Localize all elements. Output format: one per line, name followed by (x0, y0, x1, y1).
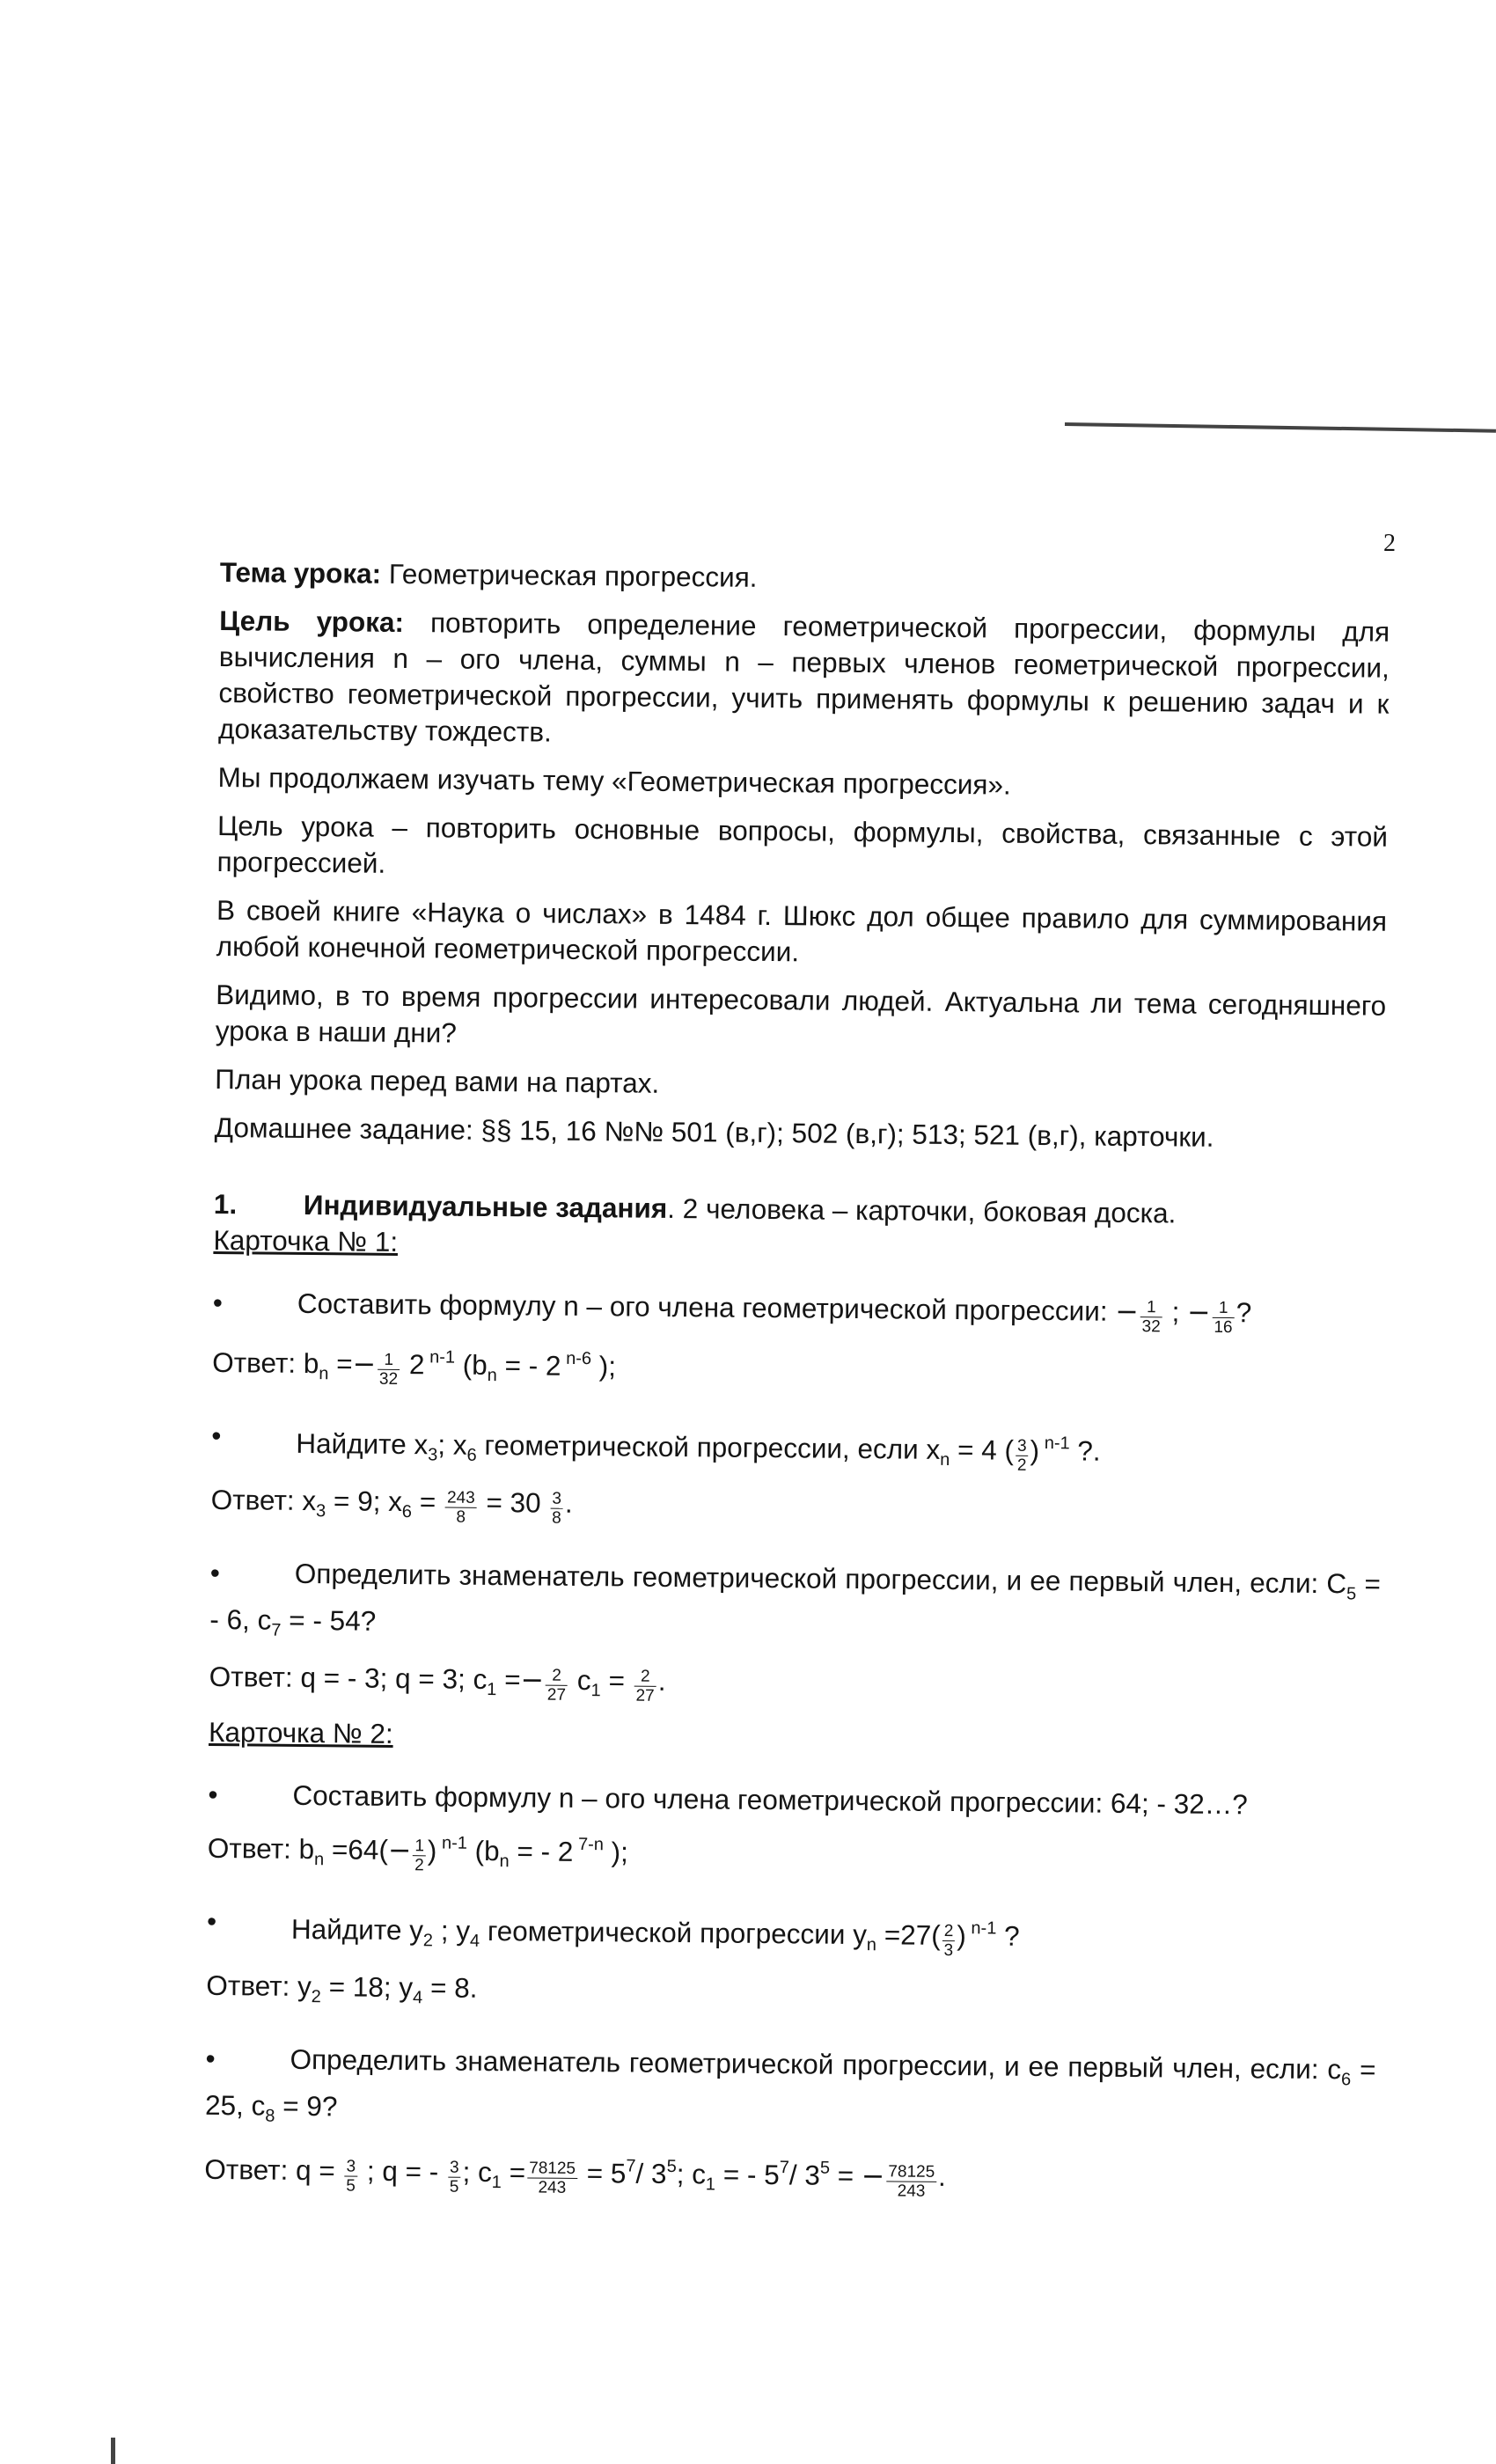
card-1-task-3: • Определить знаменатель геометрической прогрессии, и ее первый член, если: $C_5$ = - 6, $c_7$ = - 54? (209, 1556, 1382, 1640)
fraction: $\frac{1}{32}$ (1140, 1298, 1162, 1336)
section-title: Индивидуальные задания (303, 1188, 668, 1224)
section-number: 1. (213, 1187, 238, 1221)
fraction: $\frac{78125}{243}$ (886, 2162, 936, 2201)
minus-sign: − (352, 1348, 377, 1381)
fraction: $\frac{3}{5}$ (346, 2156, 356, 2196)
fraction: $\frac{2}{27}$ (634, 1667, 656, 1705)
fraction: $\frac{3}{5}$ (449, 2158, 459, 2196)
intro-paragraph: В своей книге «Наука о числах» в 1484 г. Шюкс дол общее правило для суммирования любой конечной геометрической прогрессии. (216, 893, 1388, 968)
topic-label: Тема урока: (219, 555, 382, 590)
scan-edge-line (1065, 422, 1496, 433)
minus-sign: − (1115, 1295, 1139, 1329)
bullet-icon: • (208, 1778, 218, 1810)
goal-text: повторить определение геометрической прогрессии, формулы для вычисления n – ого члена, суммы n – первых членов геометрической прогрессии, свойство геометрической прогрессии, учить применять формулы к решению задач и к доказательству тождеств. (217, 606, 1390, 748)
card-2-answer-1: Ответ: $b_n =64(-$ $\frac{1}{2}$ ) $^{n-1}$ ($b_n$ = - 2 $^{7-n}$ ); (207, 1831, 629, 1874)
bullet-icon: • (211, 1419, 222, 1451)
fraction: $\frac{3}{8}$ (552, 1489, 562, 1528)
card-2-answer-2: Ответ: $y_2 = 18$; $y_4 = 8$. (206, 1969, 478, 2008)
scan-edge-mark (111, 2438, 115, 2464)
fraction: $\frac{243}{8}$ (445, 1488, 477, 1526)
task-text: Составить формулу n – ого члена геометрической прогрессии: (297, 1287, 1116, 1327)
card-2-task-1: • Составить формулу n – ого члена геометрической прогрессии: 64; - 32…? (208, 1778, 1248, 1821)
minus-sign: − (861, 2160, 885, 2193)
card-1-answer-2: Ответ: $x_3 = 9$; $x_6$ = $\frac{243}{8}$ = 30 $\frac{3}{8}$ . (210, 1483, 573, 1528)
card-1-answer-3: Ответ: q = - 3; q = 3; $c_1$ =− $\frac{2}{27}$ $c_1$ = $\frac{2}{27}$ . (209, 1660, 666, 1705)
minus-sign: − (387, 1834, 412, 1866)
goal-label: Цель урока: (219, 604, 405, 639)
card-2-title: Карточка № 2: (208, 1715, 393, 1749)
card-1-task-1: • Составить формулу n – ого члена геометрической прогрессии: − $\frac{1}{32}$ ; − $\frac{1}{16}$ ? (212, 1286, 1252, 1337)
fraction: $\frac{1}{2}$ (414, 1836, 425, 1874)
fraction: $\frac{1}{16}$ (1212, 1299, 1235, 1337)
bullet-icon: • (212, 1286, 224, 1319)
fraction: $\frac{2}{27}$ (546, 1666, 568, 1704)
intro-paragraph: Цель урока – повторить основные вопросы, формулы, свойства, связанные с этой прогрессией. (216, 809, 1389, 879)
fraction: $\frac{78125}{243}$ (527, 2159, 577, 2197)
page-number: 2 (1383, 530, 1396, 557)
lesson-topic (220, 554, 1390, 602)
homework-paragraph: Домашнее задание: §§ 15, 16 №№ 501 (в,г); 502 (в,г); 513; 521 (в,г), карточки. (214, 1111, 1214, 1153)
minus-sign: − (520, 1664, 545, 1697)
lesson-content (204, 554, 1390, 2218)
card-2-task-3: • Определить знаменатель геометрической прогрессии, и ее первый член, если: $c_6 = 25$, $c_8 = 9$? (204, 2042, 1376, 2126)
bullet-icon: • (205, 2042, 216, 2074)
card-1-answer-1: Ответ: $b_n$ =− $\frac{1}{32}$ 2 $^{n-1}$ ($b_n$ = - 2 $^{n-6}$ ); (212, 1346, 617, 1389)
intro-paragraph: Мы продолжаем изучать тему «Геометрическая прогрессия». (217, 760, 1011, 801)
fraction: $\frac{2}{3}$ (943, 1921, 954, 1960)
intro-paragraph: Видимо, в то время прогрессии интересовали людей. Актуальна ли тема сегодняшнего урока в наши дни? (215, 978, 1387, 1049)
section-title-rest: . 2 человека – карточки, боковая доска. (667, 1192, 1177, 1229)
card-2-answer-3: Ответ: q = $\frac{3}{5}$ ; q = - $\frac{3}{5}$ ; $c_1$ = $\frac{78125}{243}$ = $5^7/$ $3^5$; $c_1$ = - $5^7/$ $3^5$ = − $\frac{78125}{243}$ . (204, 2152, 947, 2201)
fraction: $\frac{1}{32}$ (378, 1350, 400, 1388)
bullet-icon: • (209, 1556, 221, 1588)
bullet-icon: • (206, 1904, 217, 1937)
intro-paragraph: План урока перед вами на партах. (215, 1062, 660, 1099)
minus-sign: − (1186, 1296, 1211, 1329)
card-1-task-2: • Найдите $x_3$; $x_6$ геометрической прогрессии, если $x_n = 4$ ( $\frac{3}{2}$ ) $^{n-1}$ ?. (211, 1419, 1101, 1475)
card-2-task-2: • Найдите $y_2$ ; $y_4$ геометрической прогрессии $y_n =27$( $\frac{2}{3}$ ) $^{n-1}$ ? (206, 1904, 1020, 1960)
topic-text: Геометрическая прогрессия. (380, 557, 758, 593)
lesson-goal (218, 603, 1390, 759)
fraction: $\frac{3}{2}$ (1016, 1436, 1027, 1475)
card-1-title: Карточка № 1: (213, 1223, 399, 1258)
